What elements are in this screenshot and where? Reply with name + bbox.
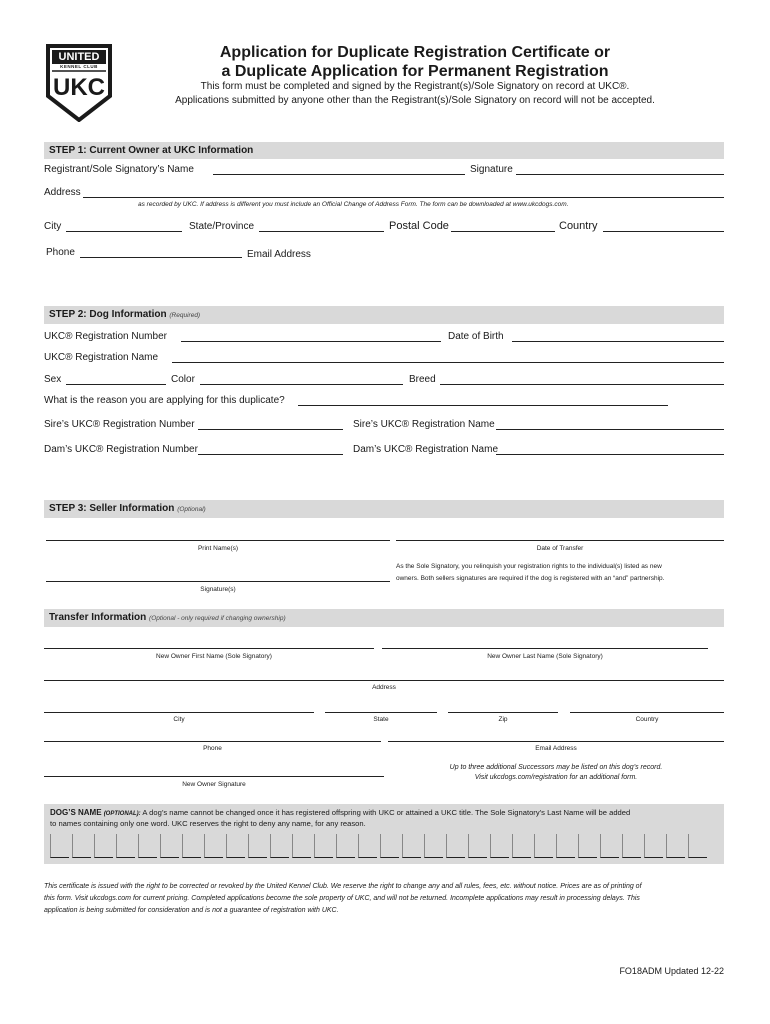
dogs-name-text-line2: to names containing only one word. UKC reserves the right to deny any name, for any reason.	[50, 819, 366, 828]
step3-header	[44, 500, 724, 518]
letter-box[interactable]	[358, 834, 377, 858]
letter-box[interactable]	[50, 834, 69, 858]
date-transfer-caption: Date of Transfer	[536, 545, 584, 552]
new-owner-phone-field[interactable]	[44, 741, 381, 742]
print-names-caption: Print Name(s)	[197, 545, 239, 552]
letter-box[interactable]	[160, 834, 179, 858]
state-label: State/Province	[189, 221, 255, 232]
letter-box[interactable]	[182, 834, 201, 858]
subtitle-line2: Applications submitted by anyone other than the Registrant(s)/Sole Signatory on record will not be accepted.	[175, 95, 655, 106]
page-title-line1: Application for Duplicate Registration Certificate or	[219, 44, 611, 61]
step1-title: STEP 1: Current Owner at UKC Information	[49, 145, 254, 156]
reg-number-label: UKC® Registration Number	[44, 331, 167, 342]
email-label: Email Address	[247, 249, 311, 260]
dob-field[interactable]	[512, 341, 724, 342]
signature-field[interactable]	[516, 174, 724, 175]
step2-note: (Required)	[169, 312, 201, 319]
country-label: Country	[559, 220, 598, 232]
letter-box[interactable]	[446, 834, 465, 858]
dogs-name-line1	[50, 808, 630, 817]
new-owner-address-field[interactable]	[44, 680, 724, 681]
relinquish-line2: owners. Both sellers signatures are required if the dog is registered with an “and” partnership.	[396, 575, 665, 582]
step3-note: (Optional)	[177, 506, 206, 513]
reason-field[interactable]	[298, 405, 668, 406]
letter-box[interactable]	[490, 834, 509, 858]
letter-box[interactable]	[688, 834, 707, 858]
sire-number-field[interactable]	[198, 429, 343, 430]
subtitle-line1: This form must be completed and signed by the Registrant(s)/Sole Signatory on record at UKC®.	[200, 81, 630, 92]
new-owner-country-field[interactable]	[570, 712, 724, 713]
new-owner-email-caption: Email Address	[535, 745, 577, 752]
new-owner-last-name-caption: New Owner Last Name (Sole Signatory)	[487, 653, 603, 660]
letter-box[interactable]	[424, 834, 443, 858]
seller-signature-caption: Signature(s)	[200, 586, 236, 593]
new-owner-address-caption: Address	[372, 684, 396, 691]
sex-field[interactable]	[66, 384, 166, 385]
dogs-name-optional: (OPTIONAL):	[103, 811, 141, 817]
disclaimer-line2: this form. Visit ukcdogs.com for current pricing. Completed applications become the sole property of UKC, and will not be returned. Incomplete applications may result in processing delays. This	[44, 895, 640, 902]
disclaimer-line1: This certificate is issued with the right to be corrected or revoked by the United Kennel Club. We reserve the right to change any and all rules, fees, etc. without notice. Prices are as of printing of	[44, 883, 642, 890]
step3-title: STEP 3: Seller Information	[49, 503, 175, 514]
new-owner-city-caption: City	[173, 716, 185, 723]
form-code: FO18ADM Updated 12-22	[619, 966, 724, 976]
logo-main-text: UKC	[53, 74, 105, 101]
dob-label: Date of Birth	[448, 331, 504, 342]
reg-name-field[interactable]	[172, 362, 724, 363]
color-field[interactable]	[200, 384, 403, 385]
city-label: City	[44, 221, 62, 232]
sire-number-label: Sire’s UKC® Registration Number	[44, 419, 195, 430]
new-owner-state-caption: State	[373, 716, 389, 723]
new-owner-country-caption: Country	[635, 716, 659, 723]
transfer-title: Transfer Information	[49, 612, 147, 623]
address-label: Address	[44, 187, 81, 198]
new-owner-phone-caption: Phone	[203, 745, 222, 752]
new-owner-signature-field[interactable]	[44, 776, 384, 777]
dam-name-label: Dam’s UKC® Registration Name	[353, 444, 499, 455]
letter-box[interactable]	[138, 834, 157, 858]
sex-label: Sex	[44, 374, 62, 385]
letter-box[interactable]	[72, 834, 91, 858]
new-owner-last-name-field[interactable]	[382, 648, 708, 649]
postal-label: Postal Code	[389, 220, 449, 232]
letter-box[interactable]	[644, 834, 663, 858]
step3-title-wrap	[49, 503, 206, 514]
breed-label: Breed	[409, 374, 436, 385]
logo-top-text: UNITED	[58, 51, 100, 63]
sire-name-field[interactable]	[496, 429, 724, 430]
seller-signature-field[interactable]	[46, 581, 390, 582]
new-owner-state-field[interactable]	[325, 712, 437, 713]
letter-box[interactable]	[666, 834, 685, 858]
country-field[interactable]	[603, 231, 724, 232]
letter-box[interactable]	[556, 834, 575, 858]
page-title-line2: a Duplicate Application for Permanent Registration	[221, 63, 609, 80]
step2-header	[44, 306, 724, 324]
dogs-name-text-line1: A dog’s name cannot be changed once it has registered offspring with UKC or attained a UKC title. The Sole Signatory’s Last Name will be added	[142, 808, 631, 817]
dam-number-label: Dam’s UKC® Registration Number	[44, 444, 198, 455]
signature-label: Signature	[470, 164, 513, 175]
dam-number-field[interactable]	[198, 454, 343, 455]
letter-box[interactable]	[204, 834, 223, 858]
state-field[interactable]	[259, 231, 384, 232]
letter-box[interactable]	[622, 834, 641, 858]
letter-box[interactable]	[578, 834, 597, 858]
new-owner-city-field[interactable]	[44, 712, 314, 713]
letter-box[interactable]	[292, 834, 311, 858]
color-label: Color	[171, 374, 195, 385]
phone-label: Phone	[46, 247, 75, 258]
sire-name-label: Sire’s UKC® Registration Name	[353, 419, 495, 430]
ukc-logo	[44, 44, 114, 122]
letter-box[interactable]	[534, 834, 553, 858]
new-owner-first-name-field[interactable]	[44, 648, 374, 649]
city-field[interactable]	[66, 231, 182, 232]
phone-field[interactable]	[80, 257, 242, 258]
letter-box[interactable]	[94, 834, 113, 858]
letter-box[interactable]	[270, 834, 289, 858]
step2-title: STEP 2: Dog Information	[49, 309, 167, 320]
reg-name-label: UKC® Registration Name	[44, 352, 159, 363]
address-note: as recorded by UKC. If address is different you must include an Official Change of Address Form. The form can be downloaded at www.ukcdogs.com.	[138, 201, 569, 208]
relinquish-line1: As the Sole Signatory, you relinquish your registration rights to the individual(s) listed as new	[396, 563, 662, 570]
letter-box[interactable]	[336, 834, 355, 858]
reg-number-field[interactable]	[181, 341, 441, 342]
letter-box[interactable]	[248, 834, 267, 858]
letter-box[interactable]	[314, 834, 333, 858]
disclaimer-line3: application is being submitted for consideration and is not a guarantee of registration with UKC.	[44, 907, 339, 914]
letter-box[interactable]	[116, 834, 135, 858]
successors-line2: Visit ukcdogs.com/registration for an additional form.	[474, 774, 638, 781]
new-owner-zip-caption: Zip	[498, 716, 508, 723]
transfer-note: (Optional - only required if changing ownership)	[149, 615, 286, 622]
print-names-field[interactable]	[46, 540, 390, 541]
letter-box[interactable]	[512, 834, 531, 858]
postal-field[interactable]	[451, 231, 555, 232]
logo-middle-text: KENNEL CLUB	[60, 64, 98, 69]
step2-title-wrap	[49, 309, 200, 320]
new-owner-zip-field[interactable]	[448, 712, 558, 713]
step1-header	[44, 142, 724, 159]
date-transfer-field[interactable]	[396, 540, 724, 541]
successors-line1: Up to three additional Successors may be listed on this dog’s record.	[449, 764, 663, 771]
breed-field[interactable]	[440, 384, 724, 385]
reason-label: What is the reason you are applying for this duplicate?	[44, 395, 285, 406]
registrant-name-field[interactable]	[213, 174, 465, 175]
address-field[interactable]	[83, 197, 724, 198]
transfer-title-wrap	[49, 612, 286, 623]
dam-name-field[interactable]	[496, 454, 724, 455]
letter-box[interactable]	[402, 834, 421, 858]
letter-box[interactable]	[468, 834, 487, 858]
new-owner-signature-caption: New Owner Signature	[182, 781, 246, 788]
registrant-label: Registrant/Sole Signatory’s Name	[44, 164, 194, 175]
dogs-name-title: DOG’S NAME	[50, 808, 102, 817]
letter-box[interactable]	[600, 834, 619, 858]
letter-box[interactable]	[380, 834, 399, 858]
letter-box[interactable]	[226, 834, 245, 858]
new-owner-email-field[interactable]	[388, 741, 724, 742]
new-owner-first-name-caption: New Owner First Name (Sole Signatory)	[156, 653, 272, 660]
transfer-header	[44, 609, 724, 627]
